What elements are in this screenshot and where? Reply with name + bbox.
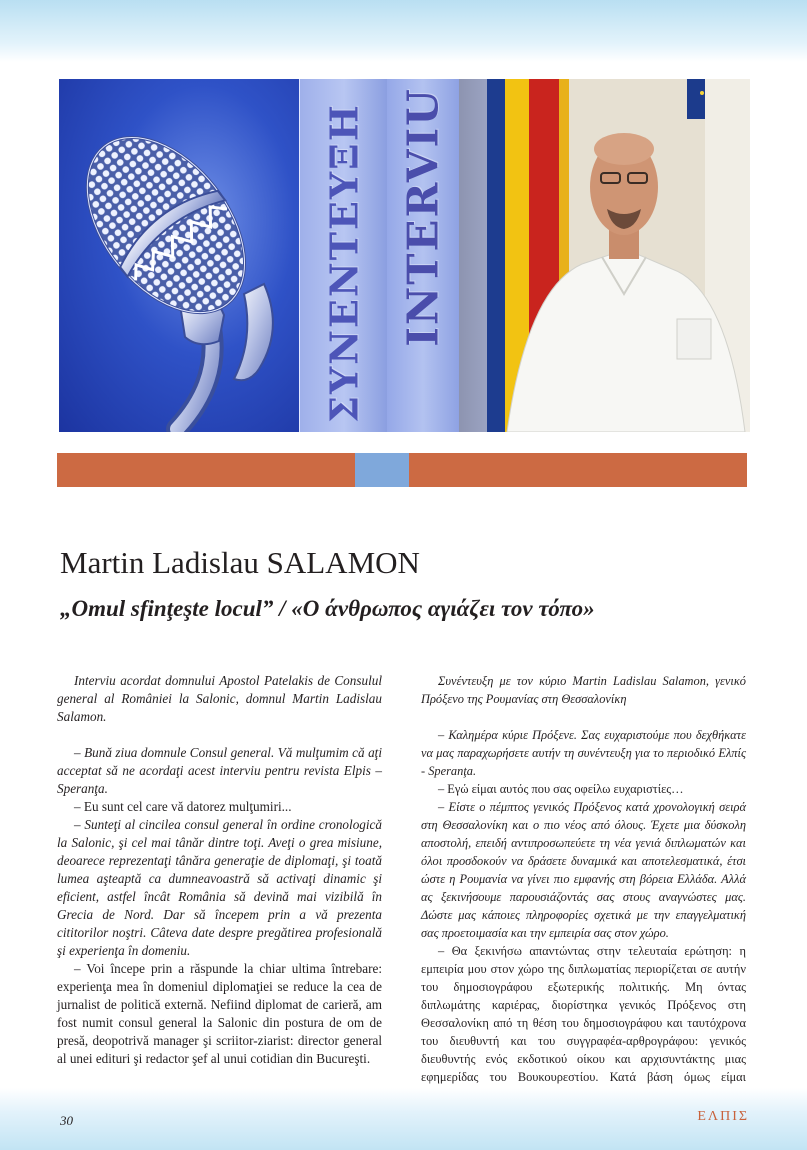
article-subtitle: „Omul sfinţeşte locul” / «Ο άνθρωπος αγιάζει τον τόπο»: [60, 596, 595, 621]
greek-interview-label: ΣΥΝΕΝΤΕΥΞΗ: [321, 102, 367, 423]
decorative-blue-block: [355, 453, 409, 487]
paragraph: – Sunteţi al cincilea consul general în ordine cronologică la Salonic, şi cel mai tânăr dintre toţi. Aveţi o grea misiune, deoarece reprezentaţi tânăra generaţie de diplomaţi, şi toată lumea aşteaptă ca dumneavoastră să activaţi dinamic şi eficient, astfel încât România să devină mai vizibilă în Grecia de Nord. Dar să începem prin a vă prezenta cititorilor noştri. Câteva date despre pregătirea profesională şi experienţa în domeniu.: [57, 817, 382, 958]
romanian-text-column: [57, 672, 382, 1068]
divider-strip: [459, 79, 487, 432]
top-gradient-band: [0, 0, 807, 62]
paragraph: – Θα ξεκινήσω απαντώντας στην τελευταία ερώτηση: η εμπειρία μου στον χώρο της διπλωματίας περιορίζεται σε αυτήν του δημοσιογράφου εξωτερικής πολιτικής. Μη όντας διπλωμάτης καριέρας, διορίστηκα γενικός Πρόξενος στη Θεσσαλονίκη από τη θέση του δημοσιογράφου και ταυτόχρονα του διευθυντή και του συγγραφέα-αρθρογράφου: γενικός διευθυντής ενός εκδοτικού οίκου και αρχισυντάκτης μιας εφημερίδας του Βουκουρεστίου. Κατά βάση όμως είμαι: [421, 944, 746, 1084]
microphone-illustration: [59, 79, 299, 432]
greek-label-strip: [299, 79, 389, 432]
paragraph: – Eu sunt cel care vă datorez mulţumiri...: [74, 799, 292, 814]
paragraph: Συνέντευξη με τον κύριο Martin Ladislau Salamon, γενικό Πρόξενο της Ρουμανίας στη Θεσσαλονίκη: [421, 674, 746, 706]
paragraph: – Bună ziua domnule Consul general. Vă mulţumim că aţi acceptat să ne acordaţi acest interviu pentru revista Elpis – Speranţa.: [57, 745, 382, 796]
consul-portrait-photo: [487, 79, 750, 432]
paragraph: – Εγώ είμαι αυτός που σας οφείλω ευχαριστίες…: [438, 782, 684, 796]
bottom-gradient-band: [0, 1088, 807, 1150]
paragraph: – Είστε ο πέμπτος γενικός Πρόξενος κατά χρονολογική σειρά στη Θεσσαλονίκη και ο πιο νέος από όλους. Έχετε μια δύσκολη αποστολή, επειδή αντιπροσωπεύετε τη νέα γενιά διπλωματών και όλοι προσδοκούν να δράσετε δυναμικά και αποτελεσματικά, έτσι ώστε η Ρουμανία να γίνει πιο εμφανής στη βόρεια Ελλάδα. Αλλά ας ξεκινήσουμε παρουσιάζοντάς σας στους αναγνώστες μας. Δώστε μας κάποιες πληροφορίες σχετικά με την επαγγελματική σας προετοιμασία και την εμπειρία σας στον χώρο.: [421, 800, 746, 940]
decorative-orange-bar: [57, 453, 747, 487]
microphone-icon: [59, 79, 299, 432]
portrait-icon: [487, 79, 750, 432]
page-number: 30: [60, 1113, 73, 1128]
greek-text-column: [421, 672, 746, 1104]
paragraph: – Καλημέρα κύριε Πρόξενε. Σας ευχαριστούμε που δεχθήκατε να μας παραχωρήσετε αυτήν τη συνέντευξη για το περιοδικό Ελπίς - Speranţa.: [421, 728, 746, 778]
magazine-name: ΕΛΠΙΣ: [697, 1109, 749, 1124]
hero-banner: [59, 79, 750, 432]
paragraph: Interviu acordat domnului Apostol Patelakis de Consulul general al României la Salonic, domnul Martin Ladislau Salamon.: [57, 673, 382, 724]
paragraph: – Voi începe prin a răspunde la chiar ultima întrebare: experienţa mea în domeniul diplomaţiei se reduce la cea de jurnalist de politică externă. Nefiind diplomat de carieră, am fost numit consul general la Salonic din postura de om de presă, deopotrivă manager şi scriitor-ziarist: director general al unei edituri şi redactor şef al unui cotidian din Bucureşti.: [57, 961, 382, 1066]
romanian-label-strip: [387, 79, 459, 432]
romanian-interview-label: INTERVIU: [398, 86, 448, 347]
article-title: Martin Ladislau SALAMON: [60, 545, 420, 580]
